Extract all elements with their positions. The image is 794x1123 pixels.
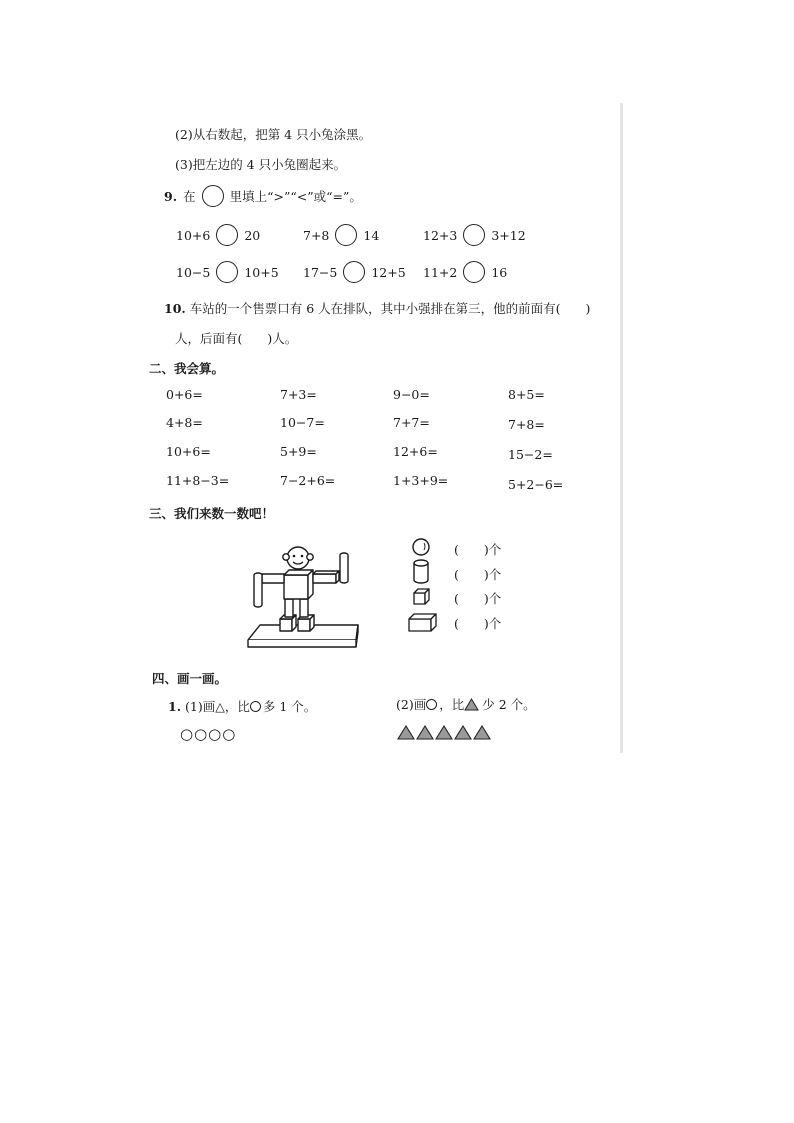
calc-item[interactable]: 7+8= <box>508 417 545 432</box>
q10-line2: 人，后面有( )人。 <box>175 331 298 346</box>
calc-item[interactable]: 5+9= <box>280 444 317 459</box>
count-blank[interactable]: ( )个 <box>454 616 502 631</box>
compare-item <box>176 261 279 283</box>
compare-blank-circle[interactable] <box>343 261 365 283</box>
compare-right: 16 <box>491 264 508 280</box>
part1-text-b: 多 1 个。 <box>262 699 317 714</box>
section2-title: 二、我会算。 <box>149 361 225 376</box>
compare-item <box>303 261 406 283</box>
cuboid-icon <box>407 612 439 633</box>
compare-left: 10−5 <box>176 264 211 280</box>
worksheet-page <box>120 103 623 753</box>
compare-left: 17−5 <box>303 264 338 280</box>
part2-text-c: 少 2 个。 <box>482 697 536 712</box>
compare-item <box>303 224 379 246</box>
count-blank[interactable]: ( )个 <box>454 567 502 582</box>
gray-triangle-icon <box>464 698 479 711</box>
part2-text-b: ，比 <box>439 697 465 712</box>
cube-icon <box>412 587 432 606</box>
q8-sub3: (3)把左边的 4 只小兔圈起来。 <box>175 157 347 172</box>
compare-blank-circle[interactable] <box>216 261 238 283</box>
q9-pre: 在 <box>183 189 196 204</box>
calc-item[interactable]: 11+8−3= <box>166 473 230 488</box>
compare-right: 10+5 <box>244 264 279 280</box>
compare-right: 3+12 <box>491 227 526 243</box>
calc-item[interactable]: 0+6= <box>166 387 203 402</box>
compare-item <box>423 261 507 283</box>
calc-item[interactable]: 9−0= <box>393 387 430 402</box>
draw-part1-prompt <box>168 697 316 715</box>
circle-icon <box>250 701 261 712</box>
draw-part2-prompt <box>396 695 536 713</box>
q9-prompt <box>164 185 362 207</box>
compare-left: 7+8 <box>303 227 330 243</box>
compare-blank-circle[interactable] <box>216 224 238 246</box>
compare-left: 11+2 <box>423 264 458 280</box>
calc-item[interactable]: 10+6= <box>166 444 211 459</box>
compare-item <box>176 224 260 246</box>
count-blank[interactable]: ( )个 <box>454 591 502 606</box>
calc-item[interactable]: 7+3= <box>280 387 317 402</box>
block-robot-figure <box>246 545 361 649</box>
cylinder-icon <box>412 558 430 585</box>
calc-item[interactable]: 10−7= <box>280 415 325 430</box>
calc-item[interactable]: 4+8= <box>166 415 203 430</box>
q9-post: 里填上“>”“<”或“=”。 <box>229 189 362 204</box>
answer-circle-icon <box>202 185 224 207</box>
calc-item[interactable]: 5+2−6= <box>508 477 564 492</box>
compare-right: 12+5 <box>371 264 406 280</box>
calc-item[interactable]: 1+3+9= <box>393 473 449 488</box>
given-circles: ○○○○ <box>180 725 237 743</box>
section3-title: 三、我们来数一数吧！ <box>149 506 275 521</box>
calc-item[interactable]: 15−2= <box>508 447 553 462</box>
q8-sub2: (2)从右数起，把第 4 只小兔涂黑。 <box>175 127 372 142</box>
calc-item[interactable]: 7−2+6= <box>280 473 336 488</box>
compare-left: 10+6 <box>176 227 211 243</box>
q10-text: 车站的一个售票口有 6 人在排队，其中小强排在第三，他的前面有( ) <box>189 301 591 316</box>
compare-right: 20 <box>244 227 261 243</box>
given-triangles <box>397 724 493 741</box>
calc-item[interactable]: 8+5= <box>508 387 545 402</box>
compare-blank-circle[interactable] <box>463 261 485 283</box>
part2-text-a: (2)画 <box>396 697 427 712</box>
q10-number: 10. <box>164 301 186 316</box>
q9-number: 9. <box>164 188 178 204</box>
section4-title: 四、画一画。 <box>152 671 228 686</box>
part1-text-a: (1)画△，比 <box>185 699 250 714</box>
count-blank[interactable]: ( )个 <box>454 542 502 557</box>
sphere-icon <box>411 537 431 557</box>
compare-blank-circle[interactable] <box>335 224 357 246</box>
compare-left: 12+3 <box>423 227 458 243</box>
compare-item <box>423 224 526 246</box>
compare-right: 14 <box>363 227 380 243</box>
calc-item[interactable]: 7+7= <box>393 415 430 430</box>
part1-number: 1. <box>168 699 182 714</box>
q10-line1 <box>164 299 590 317</box>
circle-icon <box>426 699 437 710</box>
compare-blank-circle[interactable] <box>463 224 485 246</box>
calc-item[interactable]: 12+6= <box>393 444 438 459</box>
